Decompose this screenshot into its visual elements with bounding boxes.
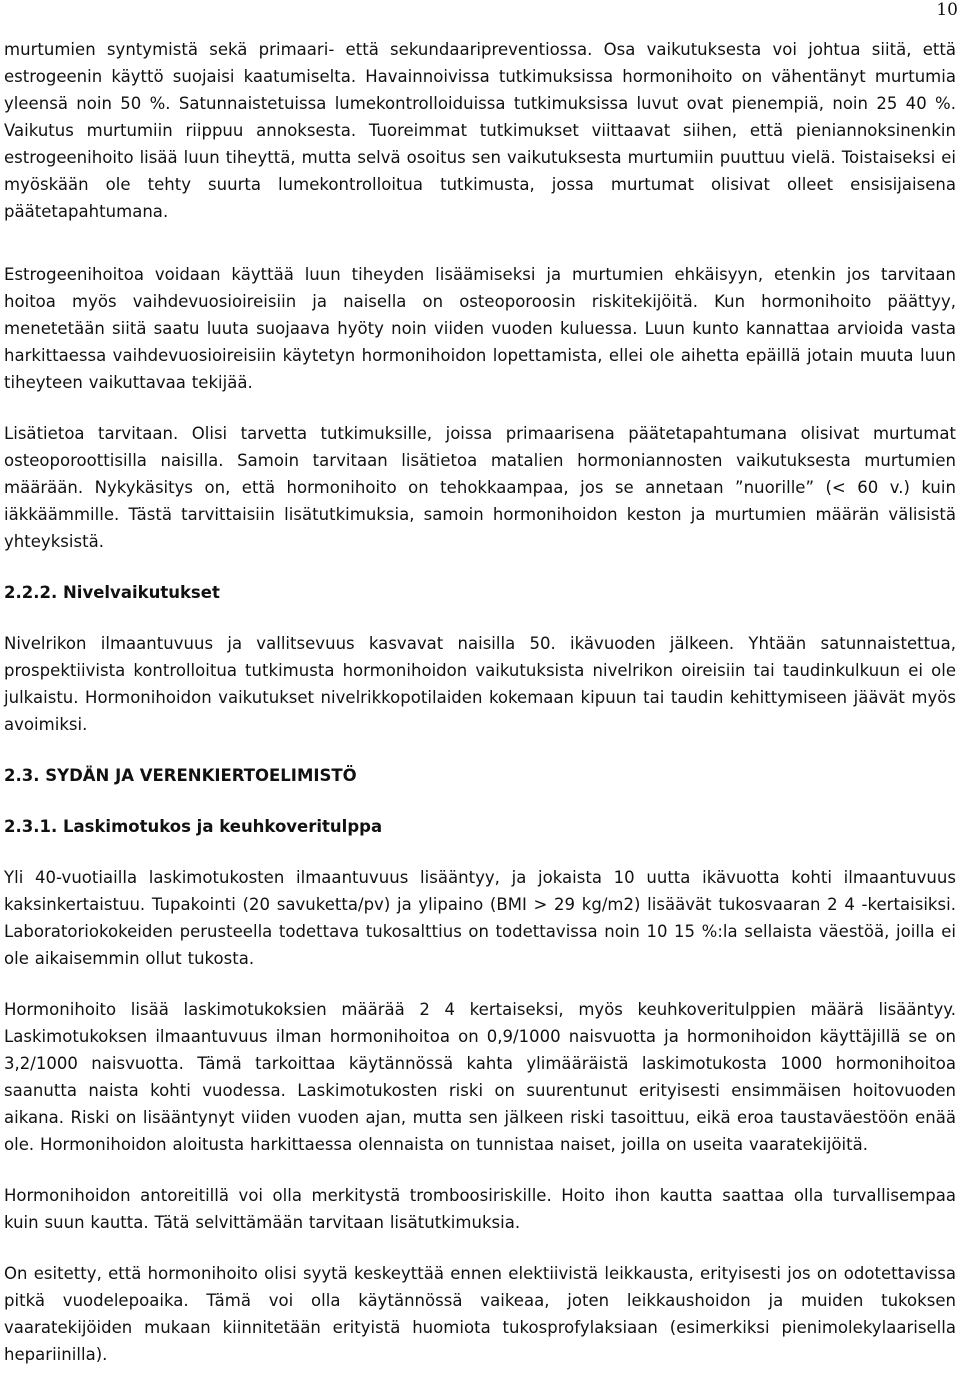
paragraph-text: murtumien syntymistä sekä primaari- että sekundaaripreventiossa. Osa vaikutuksesta voi johtua siitä, että estrogeenin käyttö suojaisi kaatumiselta. Havainnoivissa tutkimuksissa hormonihoito on vähentänyt murtumia yleensä noin 50 %. Satunnaistetuissa lumekontrolloiduissa tutkimuksissa luvut ovat pienempiä, noin 25 40 %. Vaikutus murtumiin riippuu annoksesta. Tuoreimmat tutkimukset viittaavat siihen, että pieniannoksinenkin estrogeenihoito lisää luun tiheyttä, mutta selvä osoitus sen vaikutuksesta murtumiin puuttuu vielä. Toistaiseksi ei myöskään ole tehty suurta lumekontrolloitua tutkimusta, jossa murtumat olisivat olleet ensisijaisena päätetapahtumana.: [4, 40, 956, 221]
heading-heart-circulation: 2.3. SYDÄN JA VERENKIERTOELIMISTÖ: [4, 766, 357, 785]
heading-venous-thrombosis: 2.3.1. Laskimotukos ja keuhkoveritulppa: [4, 817, 383, 836]
paragraph-thrombosis-incidence: Yli 40-vuotiailla laskimotukosten ilmaantuvuus lisääntyy, ja jokaista 10 uutta ikävuotta kohti ilmaantuvuus kaksinkertaistuu. Tupakointi (20 savuketta/pv) ja ylipaino (BMI > 29 kg/m2) lisäävät tukosvaaran 2 4 -kertaisiksi. Laboratoriokokeiden perusteella todettava tukosalttius on todettavissa noin 10 15 %:la sellaista väestöä, joilla ei ole aikaisemmin ollut tukosta.: [4, 868, 956, 968]
document-body: [4, 36, 956, 1392]
paragraph-osteoarthritis: Nivelrikon ilmaantuvuus ja vallitsevuus kasvavat naisilla 50. ikävuoden jälkeen. Yhtään satunnaistettua, prospektiivista kontrolloitua tutkimusta hormonihoidon vaikutuksista nivelrikon oireisiin tai taudinkulkuun ei ole julkaistu. Hormonihoidon vaikutukset nivelrikkopotilaiden kokemaan kipuun tai taudin kehittymiseen jäävät myös avoimiksi.: [4, 634, 956, 734]
paragraph-fracture-prevention: [4, 36, 956, 225]
heading-joint-effects: 2.2.2. Nivelvaikutukset: [4, 583, 220, 602]
paragraph-estrogen-therapy: [4, 261, 956, 396]
paragraph-text: Estrogeenihoitoa voidaan käyttää luun tiheyden lisäämiseksi ja murtumien ehkäisyyn, etenkin jos tarvitaan hoitoa myös vaihdevuosioireisiin ja naisella on osteoporoosin riskitekijöitä. Kun hormonihoito päättyy, menetetään siitä saatu luuta suojaava hyöty noin viiden vuoden kuluessa. Luun kunto kannattaa arvioida vasta harkittaessa vaihdevuosioireisiin käytetyn hormonihoidon lopettamista, ellei ole aihetta epäillä jotain muuta luun tiheyteen vaikuttavaa tekijää.: [4, 265, 956, 392]
paragraph-more-research: [4, 420, 956, 555]
paragraph-administration-route: Hormonihoidon antoreitillä voi olla merkitystä tromboosiriskille. Hoito ihon kautta saattaa olla turvallisempaa kuin suun kautta. Tätä selvittämään tarvitaan lisätutkimuksia.: [4, 1186, 956, 1232]
paragraph-hormone-thrombosis-risk: Hormonihoito lisää laskimotukoksien määrää 2 4 kertaiseksi, myös keuhkoveritulppien määrä lisääntyy. Laskimotukoksen ilmaantuvuus ilman hormonihoitoa on 0,9/1000 naisvuotta ja hormonihoidon käyttäjillä se on 3,2/1000 naisvuotta. Tämä tarkoittaa käytännössä kahta ylimääräistä laskimotukosta 1000 hormonihoitoa saanutta naista kohti vuodessa. Laskimotukosten riski on suurentunut erityisesti ensimmäisen hoitovuoden aikana. Riski on lisääntynyt viiden vuoden ajan, mutta sen jälkeen riski tasoittuu, eikä eroa taustaväestöön enää ole. Hormonihoidon aloitusta harkittaessa olennaista on tunnistaa naiset, joilla on useita vaaratekijöitä.: [4, 1000, 956, 1154]
page-number: 10: [936, 0, 958, 20]
paragraph-text: Lisätietoa tarvitaan. Olisi tarvetta tutkimuksille, joissa primaarisena päätetapahtumana olisivat murtumat osteoporoottisilla naisilla. Samoin tarvitaan lisätietoa matalien hormoniannosten vaikutuksesta murtumien määrään. Nykykäsitys on, että hormonihoito on tehokkaampaa, jos se annetaan ”nuorille” (< 60 v.) kuin iäkkäämmille. Tästä tarvittaisiin lisätutkimuksia, samoin hormonihoidon keston ja murtumien määrän välisistä yhteyksistä.: [4, 424, 956, 551]
paragraph-surgery-interruption: On esitetty, että hormonihoito olisi syytä keskeyttää ennen elektiivistä leikkausta, erityisesti jos on odotettavissa pitkä vuodelepoaika. Tämä voi olla käytännössä vaikeaa, joten leikkaushoidon ja muiden tukoksen vaaratekijöiden mukaan kiinnitetään erityistä huomiota tukosprofylaksiaan (esimerkiksi pienimolekylaarisella hepariinilla).: [4, 1264, 956, 1364]
